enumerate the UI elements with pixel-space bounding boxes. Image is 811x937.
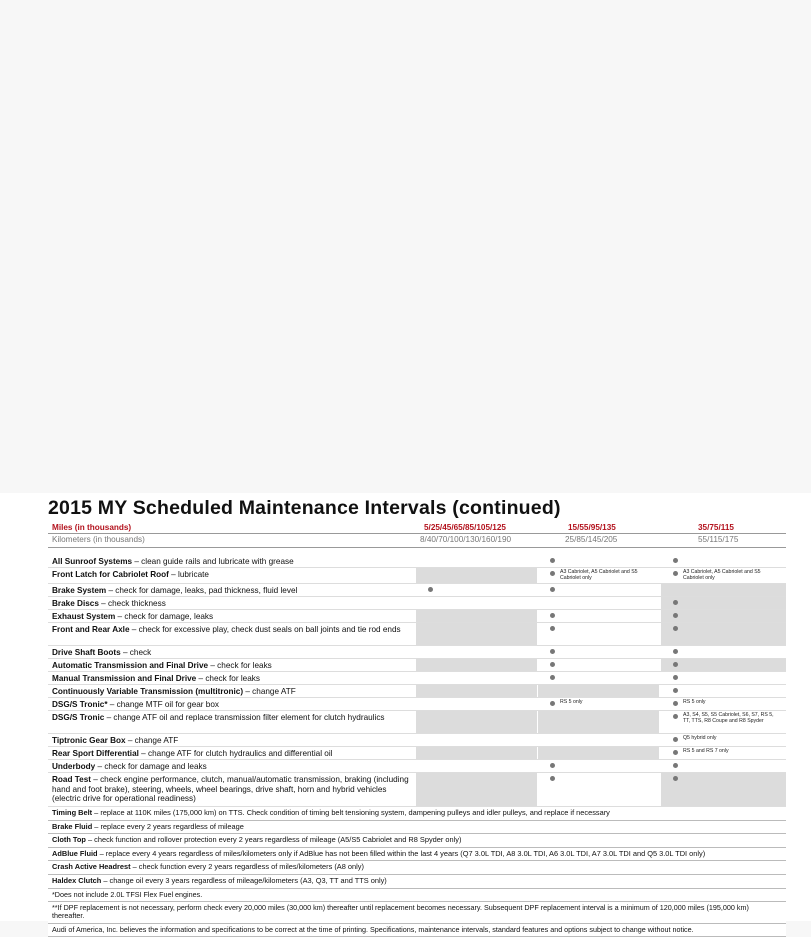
row-text — [52, 612, 414, 622]
interval-cell-3 — [661, 584, 786, 596]
row-description: – lubricate — [168, 570, 209, 579]
row-description: – check for leaks — [196, 674, 260, 683]
service-dot-icon — [550, 776, 555, 781]
row-text — [52, 674, 414, 684]
row-description: – change ATF — [243, 687, 296, 696]
row-description: – check thickness — [98, 599, 166, 608]
row-description: – check function and rollover protection every 2 years regardless of mileage (A5/S5 Cabriolet and R8 Spyder only) — [85, 835, 462, 845]
table-row — [48, 760, 786, 773]
row-text — [52, 775, 414, 804]
wide-row — [48, 821, 786, 835]
row-text — [52, 687, 414, 697]
interval-cell-2 — [538, 646, 659, 658]
row-description: – change ATF for clutch hydraulics and differential oil — [138, 749, 333, 758]
interval-cell-2 — [538, 623, 659, 645]
service-dot-icon — [673, 714, 678, 719]
maintenance-table — [48, 555, 786, 937]
row-text — [52, 648, 414, 658]
interval-cell-1 — [416, 760, 537, 772]
row-name: Continuously Variable Transmission (multitronic) — [52, 687, 244, 696]
row-name: Haldex Clutch — [52, 875, 102, 885]
table-row — [48, 584, 786, 597]
table-row — [48, 568, 786, 584]
table-row — [48, 698, 786, 711]
col2-miles: 15/55/95/135 — [568, 523, 616, 532]
header-divider-bottom — [48, 547, 786, 548]
row-text — [52, 736, 414, 746]
model-note: RS 5 only — [560, 699, 583, 705]
interval-cell-1 — [416, 747, 537, 759]
service-dot-icon — [550, 587, 555, 592]
row-name: Cloth Top — [52, 835, 86, 845]
service-dot-icon — [550, 613, 555, 618]
interval-cell-1 — [416, 685, 537, 697]
service-dot-icon — [673, 626, 678, 631]
model-note: A3 Cabriolet, A5 Cabriolet and S5 Cabriolet only — [560, 569, 638, 581]
interval-cell-3 — [661, 734, 786, 746]
header-divider — [48, 533, 786, 534]
wide-row — [48, 861, 786, 875]
interval-cell-3 — [661, 623, 786, 645]
service-dot-icon — [673, 558, 678, 563]
interval-cell-3 — [661, 555, 786, 567]
interval-cell-3 — [661, 747, 786, 759]
table-row — [48, 610, 786, 623]
table-row — [48, 773, 786, 807]
row-name: Tiptronic Gear Box — [52, 736, 126, 745]
row-text — [52, 570, 414, 580]
col1-km: 8/40/70/100/130/160/190 — [420, 535, 512, 544]
row-name: Front Latch for Cabriolet Roof — [52, 570, 169, 579]
interval-cell-2 — [538, 568, 659, 583]
row-description: – change ATF oil and replace transmission filter element for clutch hydraulics — [104, 713, 385, 722]
row-name: Automatic Transmission and Final Drive — [52, 661, 209, 670]
row-text — [52, 749, 414, 759]
table-row — [48, 555, 786, 568]
model-note: A3 Cabriolet, A5 Cabriolet and S5 Cabriolet only — [683, 569, 761, 581]
row-description: – clean guide rails and lubricate with grease — [132, 557, 294, 566]
row-name: Road Test — [52, 775, 91, 784]
model-note: RS 5 and RS 7 only — [683, 748, 729, 754]
row-description: – check for damage, leaks, pad thickness, fluid level — [106, 586, 298, 595]
interval-cell-3 — [661, 646, 786, 658]
service-dot-icon — [673, 737, 678, 742]
miles-label: Miles (in thousands) — [52, 523, 132, 532]
interval-cell-3 — [661, 711, 786, 733]
row-name: Underbody — [52, 762, 96, 771]
service-dot-icon — [673, 750, 678, 755]
footnote: *Does not include 2.0L TFSI Flex Fuel engines. — [48, 889, 786, 902]
row-text — [52, 700, 414, 710]
service-dot-icon — [673, 763, 678, 768]
row-description: – change MTF oil for gear box — [107, 700, 220, 709]
row-description: – change ATF — [125, 736, 179, 745]
row-description: – replace every 4 years regardless of miles/kilometers only if AdBlue has not been filled within the last 4 years (Q7 3.0L TDI, A8 3.0L TDI, A6 3.0L TDI, A7 3.0L TDI and Q5 3.0L TDI only) — [97, 848, 706, 858]
row-text — [52, 762, 414, 772]
service-dot-icon — [550, 763, 555, 768]
interval-cell-1 — [416, 773, 537, 806]
service-dot-icon — [673, 649, 678, 654]
row-name: All Sunroof Systems — [52, 557, 133, 566]
row-name: Brake Discs — [52, 599, 99, 608]
interval-cell-1 — [416, 698, 537, 710]
footnote: Audi of America, Inc. believes the information and specifications to be correct at the time of printing. Specifications, maintenance intervals, standard features and options subject to change without notice. — [48, 924, 786, 937]
row-name: Manual Transmission and Final Drive — [52, 674, 197, 683]
row-description: – check — [120, 648, 152, 657]
service-dot-icon — [550, 558, 555, 563]
row-name: Brake System — [52, 586, 107, 595]
wide-row — [48, 834, 786, 848]
interval-cell-1 — [416, 623, 537, 645]
wide-row — [48, 848, 786, 862]
row-name: Timing Belt — [52, 808, 93, 817]
interval-cell-2 — [538, 711, 659, 733]
row-name: AdBlue Fluid — [52, 848, 98, 858]
interval-cell-2 — [538, 734, 659, 746]
row-description: – change oil every 3 years regardless of mileage/kilometers (A3, Q3, TT and TTS only) — [101, 875, 387, 885]
service-dot-icon — [673, 776, 678, 781]
interval-cell-1 — [416, 646, 537, 658]
model-note: RS 5 only — [683, 699, 706, 705]
service-dot-icon — [550, 626, 555, 631]
row-name: Brake Fluid — [52, 821, 93, 831]
km-label: Kilometers (in thousands) — [52, 535, 145, 544]
row-text — [52, 586, 414, 596]
service-dot-icon — [673, 613, 678, 618]
table-row — [48, 734, 786, 747]
model-note: Q5 hybrid only — [683, 735, 717, 741]
interval-cell-2 — [538, 597, 659, 609]
row-description: – check function every 2 years regardless of miles/kilometers (A8 only) — [130, 862, 364, 872]
service-dot-icon — [673, 662, 678, 667]
table-row — [48, 646, 786, 659]
service-dot-icon — [673, 701, 678, 706]
service-dot-icon — [673, 675, 678, 680]
col3-miles: 35/75/115 — [698, 523, 734, 532]
interval-cell-2 — [538, 747, 659, 759]
row-name: Drive Shaft Boots — [52, 648, 121, 657]
row-description: – check engine performance, clutch, manual/automatic transmission, braking (including hand and foot brake), steering, wheels, wheel bearings, drive shaft, horn and hybrid vehicles (electric drive for operational readiness) — [52, 775, 409, 803]
table-row — [48, 711, 786, 734]
interval-cell-2 — [538, 698, 659, 710]
interval-cell-3 — [661, 568, 786, 583]
service-dot-icon — [673, 571, 678, 576]
wide-row — [48, 807, 786, 821]
service-dot-icon — [550, 701, 555, 706]
table-row — [48, 659, 786, 672]
row-text — [52, 625, 414, 635]
table-row — [48, 685, 786, 698]
row-text — [52, 599, 414, 609]
col3-km: 55/115/175 — [698, 535, 739, 544]
row-description: – check for damage and leaks — [95, 762, 207, 771]
table-row — [48, 597, 786, 610]
interval-cell-1 — [416, 610, 537, 622]
row-name: Crash Active Headrest — [52, 862, 131, 872]
page-title: 2015 MY Scheduled Maintenance Intervals (continued) — [48, 497, 561, 519]
interval-cell-2 — [538, 555, 659, 567]
interval-cell-3 — [661, 659, 786, 671]
interval-cell-3 — [661, 685, 786, 697]
service-dot-icon — [673, 600, 678, 605]
service-dot-icon — [550, 662, 555, 667]
interval-cell-3 — [661, 773, 786, 806]
interval-cell-2 — [538, 659, 659, 671]
service-dot-icon — [550, 571, 555, 576]
row-text — [52, 713, 414, 723]
interval-cell-1 — [416, 659, 537, 671]
row-description: – replace at 110K miles (175,000 km) on TTS. Check condition of timing belt tensioning system, dampening pulleys and idler pulleys, and replace if necessary — [92, 808, 610, 817]
service-dot-icon — [428, 587, 433, 592]
interval-cell-1 — [416, 597, 537, 609]
interval-cell-1 — [416, 584, 537, 596]
table-row — [48, 623, 786, 646]
service-dot-icon — [550, 675, 555, 680]
row-text — [52, 661, 414, 671]
interval-cell-2 — [538, 760, 659, 772]
service-dot-icon — [673, 688, 678, 693]
row-description: – replace every 2 years regardless of mileage — [92, 821, 244, 831]
interval-cell-1 — [416, 568, 537, 583]
row-name: DSG/S Tronic* — [52, 700, 108, 709]
row-text — [52, 557, 414, 567]
interval-cell-1 — [416, 555, 537, 567]
interval-cell-2 — [538, 685, 659, 697]
maintenance-sheet — [0, 493, 811, 934]
wide-row — [48, 875, 786, 889]
table-row — [48, 747, 786, 760]
row-name: DSG/S Tronic — [52, 713, 105, 722]
interval-cell-2 — [538, 610, 659, 622]
col1-miles: 5/25/45/65/85/105/125 — [424, 523, 506, 532]
row-name: Rear Sport Differential — [52, 749, 139, 758]
interval-cell-2 — [538, 773, 659, 806]
interval-cell-3 — [661, 760, 786, 772]
interval-cell-3 — [661, 672, 786, 684]
interval-cell-1 — [416, 672, 537, 684]
col2-km: 25/85/145/205 — [565, 535, 618, 544]
row-name: Front and Rear Axle — [52, 625, 130, 634]
interval-cell-1 — [416, 734, 537, 746]
row-description: – check for leaks — [208, 661, 272, 670]
row-description: – check for excessive play, check dust seals on ball joints and tie rod ends — [129, 625, 401, 634]
table-row — [48, 672, 786, 685]
interval-cell-1 — [416, 711, 537, 733]
row-name: Exhaust System — [52, 612, 116, 621]
model-note: A3, S4, S5, S5 Cabriolet, S6, S7, RS 5, TT, TTS, R8 Coupe and R8 Spyder — [683, 712, 774, 724]
footnote: **If DPF replacement is not necessary, perform check every 20,000 miles (30,000 km) thereafter until replacement becomes necessary. Subsequent DPF replacement interval is a minimum of 120,000 miles (195,000 km) thereafter. — [48, 902, 786, 924]
interval-cell-3 — [661, 610, 786, 622]
interval-cell-2 — [538, 672, 659, 684]
interval-cell-3 — [661, 698, 786, 710]
interval-cell-2 — [538, 584, 659, 596]
interval-cell-3 — [661, 597, 786, 609]
service-dot-icon — [550, 649, 555, 654]
row-description: – check for damage, leaks — [115, 612, 214, 621]
